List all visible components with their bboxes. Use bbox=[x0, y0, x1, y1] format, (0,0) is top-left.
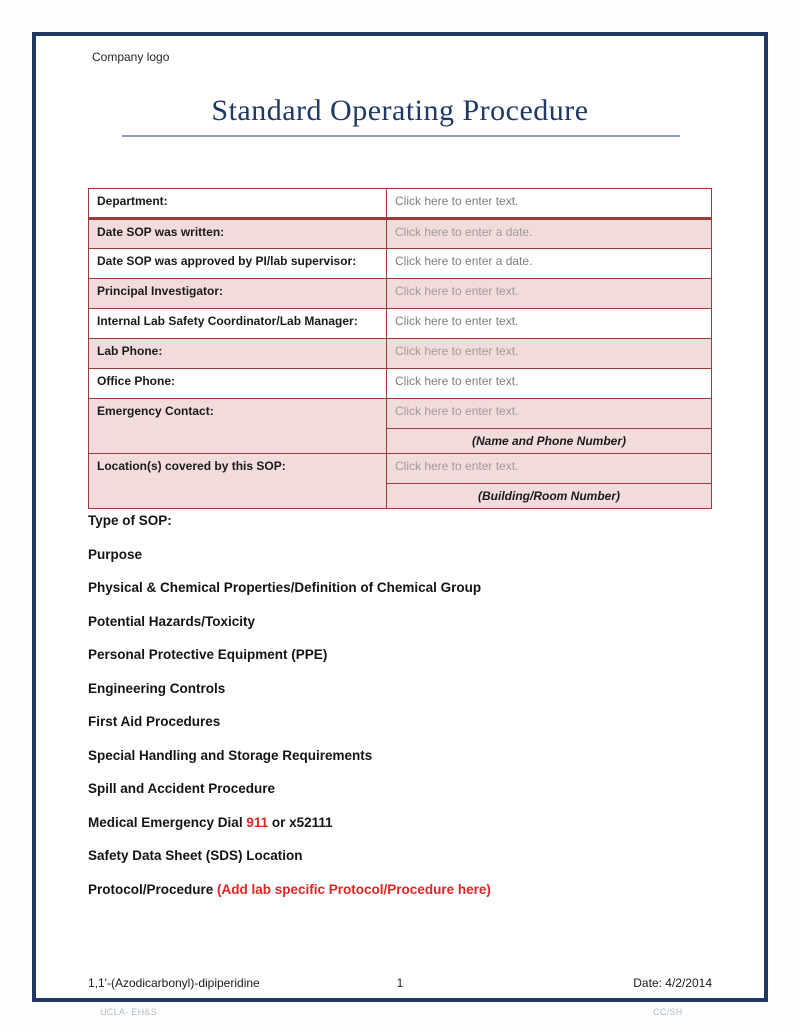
section-heading-protocol bbox=[88, 883, 724, 897]
location-field[interactable]: Click here to enter text. bbox=[395, 459, 519, 473]
sop-info-table bbox=[88, 188, 712, 509]
footer-page-number: 1 bbox=[396, 976, 404, 990]
footer-date: Date: 4/2/2014 bbox=[633, 976, 712, 990]
section-heading: Special Handling and Storage Requirements bbox=[88, 747, 373, 763]
section-heading: Type of SOP: bbox=[88, 513, 172, 528]
lab-coordinator-field[interactable]: Click here to enter text. bbox=[395, 314, 519, 328]
office-phone-field[interactable]: Click here to enter text. bbox=[395, 374, 519, 388]
section-heading-medical-emergency bbox=[88, 816, 724, 830]
section-heading: Purpose bbox=[88, 546, 143, 562]
principal-investigator-label: Principal Investigator: bbox=[89, 279, 387, 309]
section-heading: Engineering Controls bbox=[88, 680, 226, 696]
ccsh-label: CC/SH bbox=[653, 1007, 683, 1017]
emergency-contact-note: (Name and Phone Number) bbox=[387, 429, 712, 454]
table-row bbox=[89, 219, 712, 249]
document-page bbox=[32, 32, 768, 1002]
department-label: Department: bbox=[89, 189, 387, 219]
heading-text: Protocol/Procedure bbox=[88, 881, 218, 897]
table-row bbox=[89, 399, 712, 429]
section-heading: Safety Data Sheet (SDS) Location bbox=[88, 848, 303, 863]
ucla-ehs-label: UCLA- EH&S bbox=[100, 1007, 158, 1017]
protocol-instruction: (Add lab specific Protocol/Procedure here) bbox=[217, 881, 491, 897]
table-row bbox=[89, 279, 712, 309]
emergency-number: 911 bbox=[246, 814, 269, 830]
page-footer bbox=[88, 976, 712, 990]
title-underline bbox=[122, 135, 680, 137]
date-approved-label: Date SOP was approved by PI/lab supervisor: bbox=[89, 249, 387, 279]
emergency-contact-field[interactable]: Click here to enter text. bbox=[395, 404, 519, 418]
footer-doc-name: 1,1'-(Azodicarbonyl)-dipiperidine bbox=[88, 976, 260, 990]
table-row bbox=[89, 189, 712, 219]
emergency-contact-label: Emergency Contact: bbox=[89, 399, 387, 454]
page-title: Standard Operating Procedure bbox=[211, 94, 589, 127]
table-row bbox=[89, 249, 712, 279]
principal-investigator-field[interactable]: Click here to enter text. bbox=[395, 284, 519, 298]
lab-phone-label: Lab Phone: bbox=[89, 339, 387, 369]
location-label: Location(s) covered by this SOP: bbox=[89, 454, 387, 509]
heading-text: or x52111 bbox=[268, 814, 333, 830]
table-row bbox=[89, 454, 712, 484]
company-logo-text: Company logo bbox=[92, 50, 170, 64]
section-heading: First Aid Procedures bbox=[88, 714, 221, 729]
date-written-field[interactable]: Click here to enter a date. bbox=[395, 225, 533, 239]
date-approved-field[interactable]: Click here to enter a date. bbox=[395, 254, 533, 268]
table-row bbox=[89, 309, 712, 339]
table-row bbox=[89, 339, 712, 369]
department-field[interactable]: Click here to enter text. bbox=[395, 194, 519, 208]
office-phone-label: Office Phone: bbox=[89, 369, 387, 399]
section-heading: Spill and Accident Procedure bbox=[88, 781, 276, 796]
location-note: (Building/Room Number) bbox=[387, 484, 712, 509]
section-heading-list bbox=[88, 514, 724, 916]
lab-phone-field[interactable]: Click here to enter text. bbox=[395, 344, 519, 358]
date-written-label: Date SOP was written: bbox=[89, 219, 387, 249]
lab-coordinator-label: Internal Lab Safety Coordinator/Lab Manager: bbox=[89, 309, 387, 339]
table-row bbox=[89, 369, 712, 399]
heading-text: Medical Emergency Dial bbox=[88, 814, 247, 830]
section-heading: Physical & Chemical Properties/Definition of Chemical Group bbox=[88, 580, 482, 595]
section-heading: Potential Hazards/Toxicity bbox=[88, 613, 256, 629]
section-heading: Personal Protective Equipment (PPE) bbox=[88, 647, 328, 662]
